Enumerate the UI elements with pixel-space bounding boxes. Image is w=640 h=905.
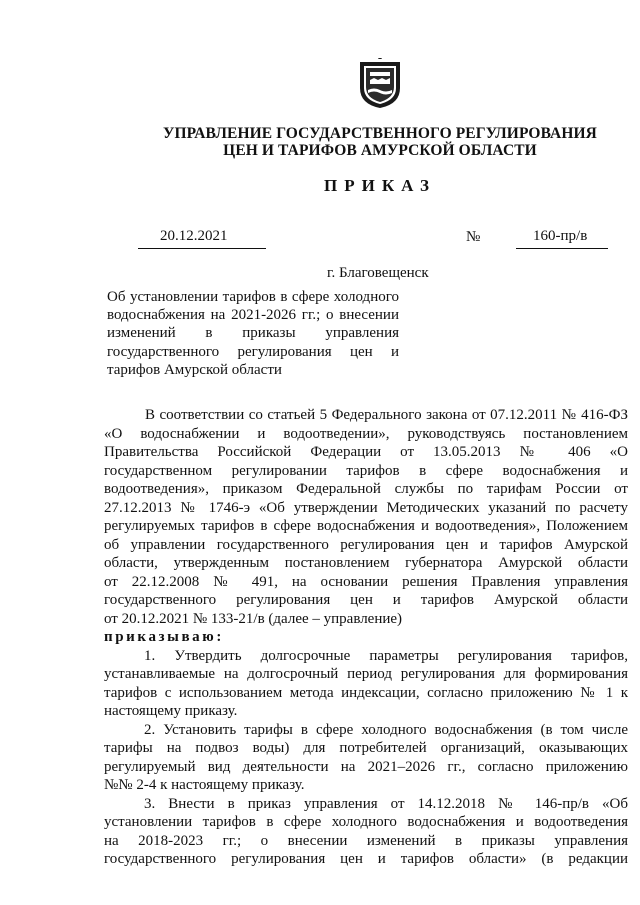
preamble-line: В соответствии со статьей 5 Федерального закона от 07.12.2011 № 416-ФЗ xyxy=(145,407,628,423)
document-date: 20.12.2021 xyxy=(160,228,228,244)
number-sign: № xyxy=(466,229,481,245)
preamble-line: регулируемых тарифов в сфере водоснабжения и водоотведения», Положением xyxy=(104,518,628,534)
preamble-line: «О водоснабжении и водоотведении», руководствуясь постановлением xyxy=(104,425,628,442)
subject-line: государственного регулирования цен и xyxy=(107,343,399,360)
item1-line: тарифов с использованием метода индексации, согласно приложению № 1 к xyxy=(104,684,628,701)
amur-region-coat-of-arms-icon xyxy=(356,58,404,110)
item2-line: 2. Установить тарифы в сфере холодного водоснабжения (в том числе xyxy=(144,721,628,738)
item3-line: 3. Внести в приказ управления от 14.12.2018 № 146-пр/в «Об xyxy=(144,795,628,812)
item3-line: на 2018-2023 гг.; о внесении изменений в приказы управления xyxy=(104,832,628,849)
item1-line: устанавливаемые на долгосрочный период регулирования для формирования xyxy=(104,666,628,682)
preamble-line: водоотведения», приказом Федеральной службы по тарифам России от xyxy=(104,481,628,497)
preamble-line: государственного регулирования цен и тарифов Амурской области xyxy=(104,592,628,608)
preamble-line: 27.12.2013 № 1746-э «Об утверждении Методических указаний по расчету xyxy=(104,499,628,516)
number-field xyxy=(516,228,608,249)
item2-line: регулируемый вид деятельности на 2021–2026 гг., согласно приложению xyxy=(104,758,628,775)
preamble-line: государственном регулировании тарифов в сфере водоснабжения и xyxy=(104,462,628,479)
date-field xyxy=(138,228,266,249)
order-word-line xyxy=(104,628,628,647)
item1-line: 1. Утвердить долгосрочные параметры регулирования тарифов, xyxy=(144,647,628,664)
subject-line: тарифов Амурской области xyxy=(107,361,282,378)
preamble-line: Правительства Российской Федерации от 13.05.2013 № 406 «О xyxy=(104,444,628,460)
preamble-line: от 20.12.2021 № 133-21/в (далее – управление) xyxy=(104,610,403,627)
subject-line: изменений в приказы управления xyxy=(107,325,399,342)
organization-name-line2: ЦЕН И ТАРИФОВ АМУРСКОЙ ОБЛАСТИ xyxy=(223,142,537,159)
subject-line: Об установлении тарифов в сфере холодного xyxy=(107,289,399,305)
subject-line: водоснабжения на 2021-2026 гг.; о внесении xyxy=(107,307,399,324)
item3-line: установлении тарифов в сфере холодного водоснабжения и водоотведения xyxy=(104,814,628,830)
item2-line: №№ 2-4 к настоящему приказу. xyxy=(104,777,305,793)
document-subject xyxy=(107,288,399,379)
preamble-line: области, утвержденным постановлением губернатора Амурской области xyxy=(104,555,628,571)
organization-name-line1: УПРАВЛЕНИЕ ГОСУДАРСТВЕННОГО РЕГУЛИРОВАНИЯ xyxy=(163,125,597,142)
order-word: приказываю: xyxy=(104,629,224,645)
document-body xyxy=(104,406,628,869)
item1-line: настоящему приказу. xyxy=(104,703,238,719)
document-number: 160-пр/в xyxy=(533,228,588,244)
document-type-title: ПРИКАЗ xyxy=(324,176,436,195)
preamble-line: от 22.12.2008 № 491, на основании решения Правления управления xyxy=(104,573,628,590)
item2-line: тарифы на подвоз воды) для потребителей организаций, оказывающих xyxy=(104,740,628,756)
city-name: г. Благовещенск xyxy=(327,265,429,281)
item3-line: государственного регулирования цен и тарифов области» (в редакции xyxy=(104,851,628,867)
preamble-line: об управлении государственного регулирования цен и тарифов Амурской xyxy=(104,536,628,553)
